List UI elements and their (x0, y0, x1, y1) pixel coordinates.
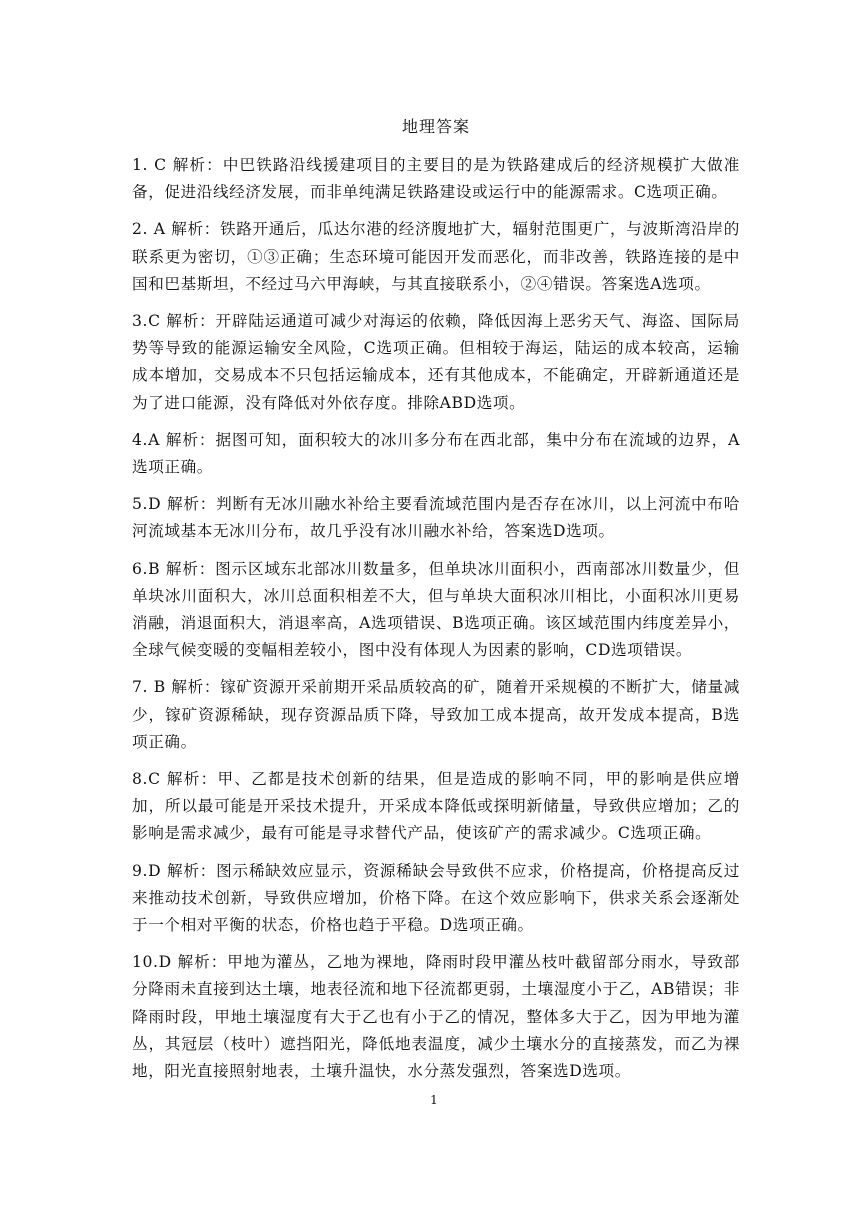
answer-item-6 (132, 556, 740, 665)
answer-item-7 (132, 674, 740, 756)
answer-number: 2. A (132, 220, 166, 239)
answer-number: 1. C (132, 156, 167, 174)
answer-explanation: 解析：图示稀缺效应显示，资源稀缺会导致供不应求，价格提高，价格提高反过来推动技术创新，导致供应增加，价格下降。在这个效应影响下，供求关系会逐渐处于一个相对平衡的状态，价格也趋于平稳。D选项正确。 (132, 861, 740, 935)
answer-explanation: 解析：据图可知，面积较大的冰川多分布在西北部，集中分布在流域的边界，A选项正确。 (132, 430, 740, 477)
answer-item-9 (132, 858, 740, 940)
answer-explanation: 解析：开辟陆运通道可减少对海运的依赖，降低因海上恶劣天气、海盗、国际局势等导致的能源运输安全风险，C选项正确。但相较于海运，陆运的成本较高，运输成本增加，交易成本不只包括运输成本，还有其他成本，不能确定，开辟新通道还是为了进口能源，没有降低对外依存度。排除ABD选项。 (132, 312, 740, 412)
answer-number: 5.D (132, 495, 162, 514)
answer-number: 9.D (132, 861, 162, 880)
page-title: 地理答案 (401, 117, 470, 136)
answer-item-3 (132, 308, 740, 417)
answer-number: 7. B (132, 678, 166, 697)
answer-explanation: 解析：图示区域东北部冰川数量多，但单块冰川面积小，西南部冰川数量少，但单块冰川面积大，冰川总面积相差不大，但与单块大面积冰川相比，小面积冰川更易消融，消退面积大，消退率高，A选项错误、B选项正确。该区域范围内纬度差异小，全球气候变暖的变幅相差较小，图中没有体现人为因素的影响，CD选项错误。 (132, 559, 740, 660)
page-number: 1 (430, 1093, 438, 1107)
answer-explanation: 解析：甲地为灌丛，乙地为裸地，降雨时段甲灌丛枝叶截留部分雨水，导致部分降雨未直接到达土壤，地表径流和地下径流都更弱，土壤湿度小于乙，AB错误；非降雨时段，甲地土壤湿度有大于乙也有小于乙的情况，整体多大于乙，因为甲地为灌丛，其冠层（枝叶）遮挡阳光，降低地表温度，减少土壤水分的直接蒸发，而乙为裸地，阳光直接照射地表，土壤升温快，水分蒸发强烈，答案选D选项。 (132, 953, 740, 1081)
answer-explanation: 解析：判断有无冰川融水补给主要看流域范围内是否存在冰川，以上河流中布哈河流域基本无冰川分布，故几乎没有冰川融水补给，答案选D选项。 (132, 495, 740, 541)
answer-item-1 (132, 152, 740, 206)
answer-number: 3.C (132, 312, 161, 331)
answer-item-2 (132, 216, 740, 298)
answer-item-8 (132, 766, 740, 848)
answer-number: 4.A (132, 430, 160, 449)
answer-explanation: 解析：甲、乙都是技术创新的结果，但是造成的影响不同，甲的影响是供应增加，所以最可能是开采技术提升，开采成本降低或探明新储量，导致供应增加；乙的影响是需求减少，最有可能是寻求替代产品，使该矿产的需求减少。C选项正确。 (132, 770, 740, 843)
answer-item-5 (132, 491, 740, 545)
answer-explanation: 解析：中巴铁路沿线援建项目的主要目的是为铁路建成后的经济规模扩大做准备，促进沿线经济发展，而非单纯满足铁路建设或运行中的能源需求。C选项正确。 (132, 156, 740, 202)
answer-explanation: 解析：镓矿资源开采前期开采品质较高的矿，随着开采规模的不断扩大，储量减少，镓矿资源稀缺，现存资源品质下降，导致加工成本提高，故开发成本提高，B选项正确。 (132, 678, 740, 751)
answer-explanation: 解析：铁路开通后，瓜达尔港的经济腹地扩大，辐射范围更广，与波斯湾沿岸的联系更为密切，①③正确；生态环境可能因开发而恶化，而非改善，铁路连接的是中国和巴基斯坦，不经过马六甲海峡，与其直接联系小，②④错误。答案选A选项。 (132, 220, 740, 293)
answer-number: 6.B (132, 559, 161, 578)
answer-item-10 (132, 949, 740, 1085)
answer-number: 8.C (132, 770, 161, 789)
answer-item-4 (132, 427, 740, 481)
answer-number: 10.D (132, 953, 172, 972)
